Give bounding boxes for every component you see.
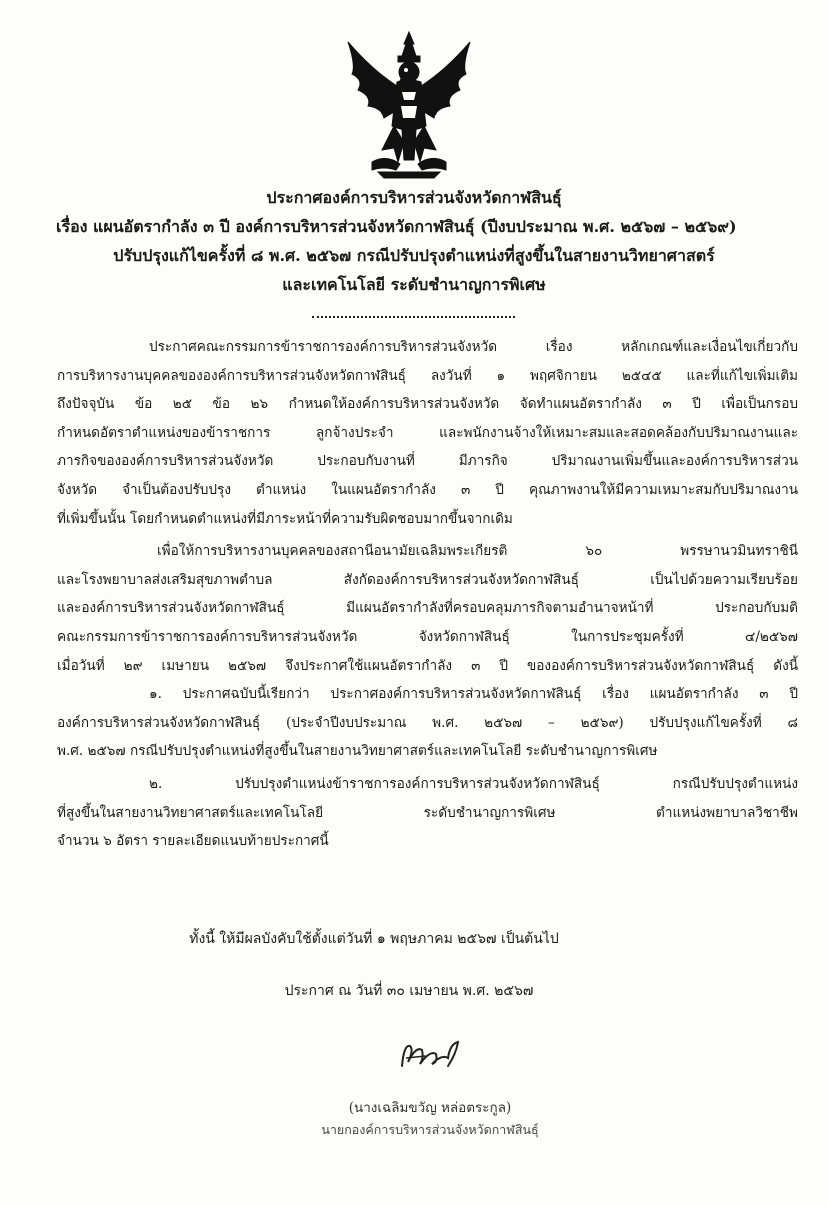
paragraph-line: คณะกรรมการข้าราชการองค์การบริหารส่วนจังหวัด จังหวัดกาฬสินธุ์ ในการประชุมครั้งที่ ๔/๒๕๖๗ (57, 628, 798, 645)
paragraph-line: เมื่อวันที่ ๒๙ เมษายน ๒๕๖๗ จึงประกาศใช้แผนอัตรากำลัง ๓ ปี ขององค์การบริหารส่วนจังหวัดกาฬสินธุ์ ดังนี้ (57, 657, 798, 674)
paragraph-line: ภารกิจขององค์การบริหารส่วนจังหวัด ประกอบกับงานที่ มีภารกิจ ปริมาณงานเพิ่มขึ้นและองค์การบริหารส่วน (57, 453, 798, 470)
paragraph-line: เพื่อให้การบริหารงานบุคคลของสถานีอนามัยเฉลิมพระเกียรติ ๖๐ พรรษานวมินทราชินี (157, 543, 798, 560)
document-header (40, 183, 788, 299)
announcement-date: ประกาศ ณ วันที่ ๓๐ เมษายน พ.ศ. ๒๕๖๗ (284, 983, 534, 999)
signer-name: (นางเฉลิมขวัญ หล่อตระกูล) (348, 1100, 512, 1116)
document-title: ประกาศองค์การบริหารส่วนจังหวัดกาฬสินธุ์ (266, 188, 562, 207)
paragraph-line: การบริหารงานบุคคลขององค์การบริหารส่วนจังหวัดกาฬสินธุ์ ลงวันที่ ๑ พฤศจิกายน ๒๕๔๕ และที่แก้ไขเพิ่มเติม (57, 367, 798, 384)
garuda-emblem-icon (342, 30, 476, 180)
paragraph-line: ถึงปัจจุบัน ข้อ ๒๕ ข้อ ๒๖ กำหนดให้องค์การบริหารส่วนจังหวัด จัดทำแผนอัตรากำลัง ๓ ปี เพื่อเป็นกรอบ (57, 396, 798, 413)
paragraph-line: องค์การบริหารส่วนจังหวัดกาฬสินธุ์ (ประจำปีงบประมาณ พ.ศ. ๒๕๖๗ – ๒๕๖๙) ปรับปรุงแก้ไขครั้งที่ ๘ (57, 714, 798, 731)
document-subject-line-2: ปรับปรุงแก้ไขครั้งที่ ๘ พ.ศ. ๒๕๖๗ กรณีปรับปรุงตำแหน่งที่สูงขึ้นในสายงานวิทยาศาสตร์ (113, 246, 715, 265)
paragraph-line: และโรงพยาบาลส่งเสริมสุขภาพตำบล สังกัดองค์การบริหารส่วนจังหวัดกาฬสินธุ์ เป็นไปด้วยความเรียบร้อย (57, 571, 798, 588)
paragraph-line: ประกาศคณะกรรมการข้าราชการองค์การบริหารส่วนจังหวัด เรื่อง หลักเกณฑ์และเงื่อนไขเกี่ยวกับ (149, 339, 798, 355)
paragraph-line: ๒. ปรับปรุงตำแหน่งข้าราชการองค์การบริหารส่วนจังหวัดกาฬสินธุ์ กรณีปรับปรุงตำแหน่ง (149, 775, 798, 792)
paragraph-line: พ.ศ. ๒๕๖๗ กรณีปรับปรุงตำแหน่งที่สูงขึ้นในสายงานวิทยาศาสตร์และเทคโนโลยี ระดับชำนาญการพิเศษ (57, 743, 658, 760)
header-divider (312, 316, 515, 318)
document-subject-line-3: และเทคโนโลยี ระดับชำนาญการพิเศษ (282, 275, 546, 294)
paragraph-line: ที่สูงขึ้นในสายงานวิทยาศาสตร์และเทคโนโลยี ระดับชำนาญการพิเศษ ตำแหน่งพยาบาลวิชาชีพ (57, 804, 798, 821)
document-body (57, 333, 798, 856)
paragraph-line: จำนวน ๖ อัตรา รายละเอียดแนบท้ายประกาศนี้ (57, 833, 329, 850)
handwritten-signature (396, 1036, 466, 1074)
signer-position: นายกองค์การบริหารส่วนจังหวัดกาฬสินธุ์ (321, 1122, 539, 1137)
document-subject: เรื่อง แผนอัตรากำลัง ๓ ปี องค์การบริหารส่วนจังหวัดกาฬสินธุ์ (ปีงบประมาณ พ.ศ. ๒๕๖๗ – ๒๕๖๙) (56, 217, 737, 236)
paragraph-line: ที่เพิ่มขึ้นนั้น โดยกำหนดตำแหน่งที่มีภาระหน้าที่ความรับผิดชอบมากขึ้นจากเดิม (57, 510, 513, 527)
paragraph-line: ๑. ประกาศฉบับนี้เรียกว่า ประกาศองค์การบริหารส่วนจังหวัดกาฬสินธุ์ เรื่อง แผนอัตรากำลัง ๓ ปี (149, 686, 798, 703)
paragraph-line: กำหนดอัตราตำแหน่งของข้าราชการ ลูกจ้างประจำ และพนักงานจ้างให้เหมาะสมและสอดคล้องกับปริมาณงานและ (57, 424, 798, 441)
effective-date: ทั้งนี้ ให้มีผลบังคับใช้ตั้งแต่วันที่ ๑ พฤษภาคม ๒๕๖๗ เป็นต้นไป (189, 931, 559, 947)
paragraph-line: และองค์การบริหารส่วนจังหวัดกาฬสินธุ์ มีแผนอัตรากำลังที่ครอบคลุมภารกิจตามอำนาจหน้าที่ ประกอบกับมติ (57, 600, 798, 617)
paragraph-line: จังหวัด จำเป็นต้องปรับปรุง ตำแหน่ง ในแผนอัตรากำลัง ๓ ปี คุณภาพงานให้มีความเหมาะสมกับปริมาณงาน (57, 481, 798, 498)
